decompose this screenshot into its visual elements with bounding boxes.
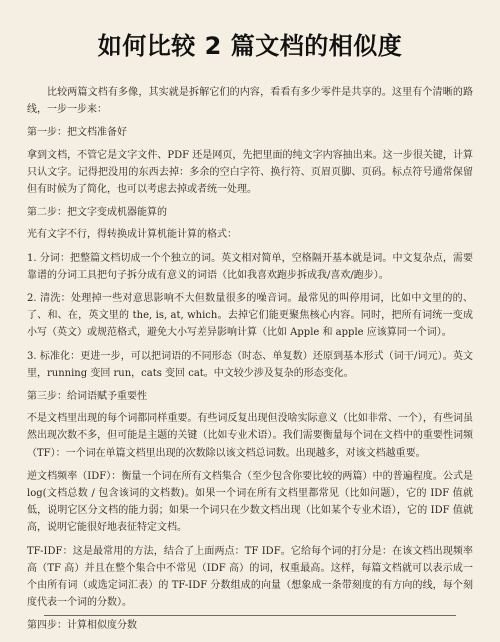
document-title: 如何比较 2 篇文档的相似度 — [97, 32, 403, 60]
tokenize-paragraph: 1. 分词：把整篇文档切成一个个独立的词。英文相对简单，空格隔开基本就是词。中文复杂点，需要靠谱的分词工具把句子拆分成有意义的词语（比如我喜欢跑步拆成我/喜欢/跑步）。 — [27, 252, 473, 281]
clean-paragraph: 2. 清洗：处理掉一些对意思影响不大但数量很多的噪音词。最常见的叫停用词，比如中文里的的、了、和、在，英文里的 the, is, at, which。去掉它们能更聚焦核心内容。同时，把所有词统一变成小写（英文）或规范格式，避免大小写差异影响计算（比如 Apple 和 apple 应该算同一个词）。 — [27, 293, 473, 339]
normalize-paragraph: 3. 标准化：更进一步，可以把词语的不同形态（时态、单复数）还原到基本形式（词干/词元）。英文里，running 变回 run，cats 变回 cat。中文较少涉及复杂的形态变化。 — [27, 350, 473, 379]
idf-paragraph: 逆文档频率（IDF）：衡量一个词在所有文档集合（至少包含你要比较的两篇）中的普遍程度。公式是 log(文档总数 / 包含该词的文档数)。如果一个词在所有文档里都常见（比如问题），它的 IDF 值就低，说明它区分文档的能力弱；如果一个词只在少数文档出现（比如某个专业术语），它的 IDF 值就高，说明它能很好地表征特定文档。 — [27, 470, 473, 534]
step-2-intro: 光有文字不行，得转换成计算机能计算的格式： — [27, 229, 237, 241]
step-4-heading: 第四步：计算相似度分数 — [27, 620, 137, 632]
step-2-heading: 第二步：把文字变成机器能算的 — [27, 207, 167, 219]
tfidf-paragraph: TF-IDF：这是最常用的方法，结合了上面两点：TF IDF。它给每个词的打分是：在该文档出现频率高（TF 高）并且在整个集合中不常见（IDF 高）的词，权重最高。这样，每篇文档就可以表示成一个由所有词（或选定词汇表）的 TF-IDF 分数组成的向量（想象成一条带刻度的有方向的线，每个刻度代表一个词的分数）。 — [27, 545, 473, 609]
intro-paragraph: 比较两篇文档有多像，其实就是拆解它们的内容，看看有多少零件是共享的。这里有个清晰的路线，一步一步来： — [27, 87, 473, 116]
footer-divider — [44, 615, 456, 616]
tf-paragraph: 不是文档里出现的每个词都同样重要。有些词反复出现但没啥实际意义（比如非常、一个），有些词虽然出现次数不多，但可能是主题的关键（比如专业术语）。我们需要衡量每个词在文档中的重要性词频（TF）：一个词在单篇文档里出现的次数除以该文档总词数。出现越多，对该文档越重要。 — [27, 413, 473, 459]
step-1-heading: 第一步：把文档准备好 — [27, 127, 127, 139]
step-3-heading: 第三步：给词语赋予重要性 — [27, 391, 147, 403]
step-1-paragraph: 拿到文档，不管它是文字文件、PDF 还是网页，先把里面的纯文字内容抽出来。这一步很关键，计算只认文字。记得把没用的东西去掉：多余的空白字符、换行符、页眉页脚、页码。标点符号通常保留但有时候为了简化，也可以考虑去掉或者统一处理。 — [27, 149, 473, 196]
